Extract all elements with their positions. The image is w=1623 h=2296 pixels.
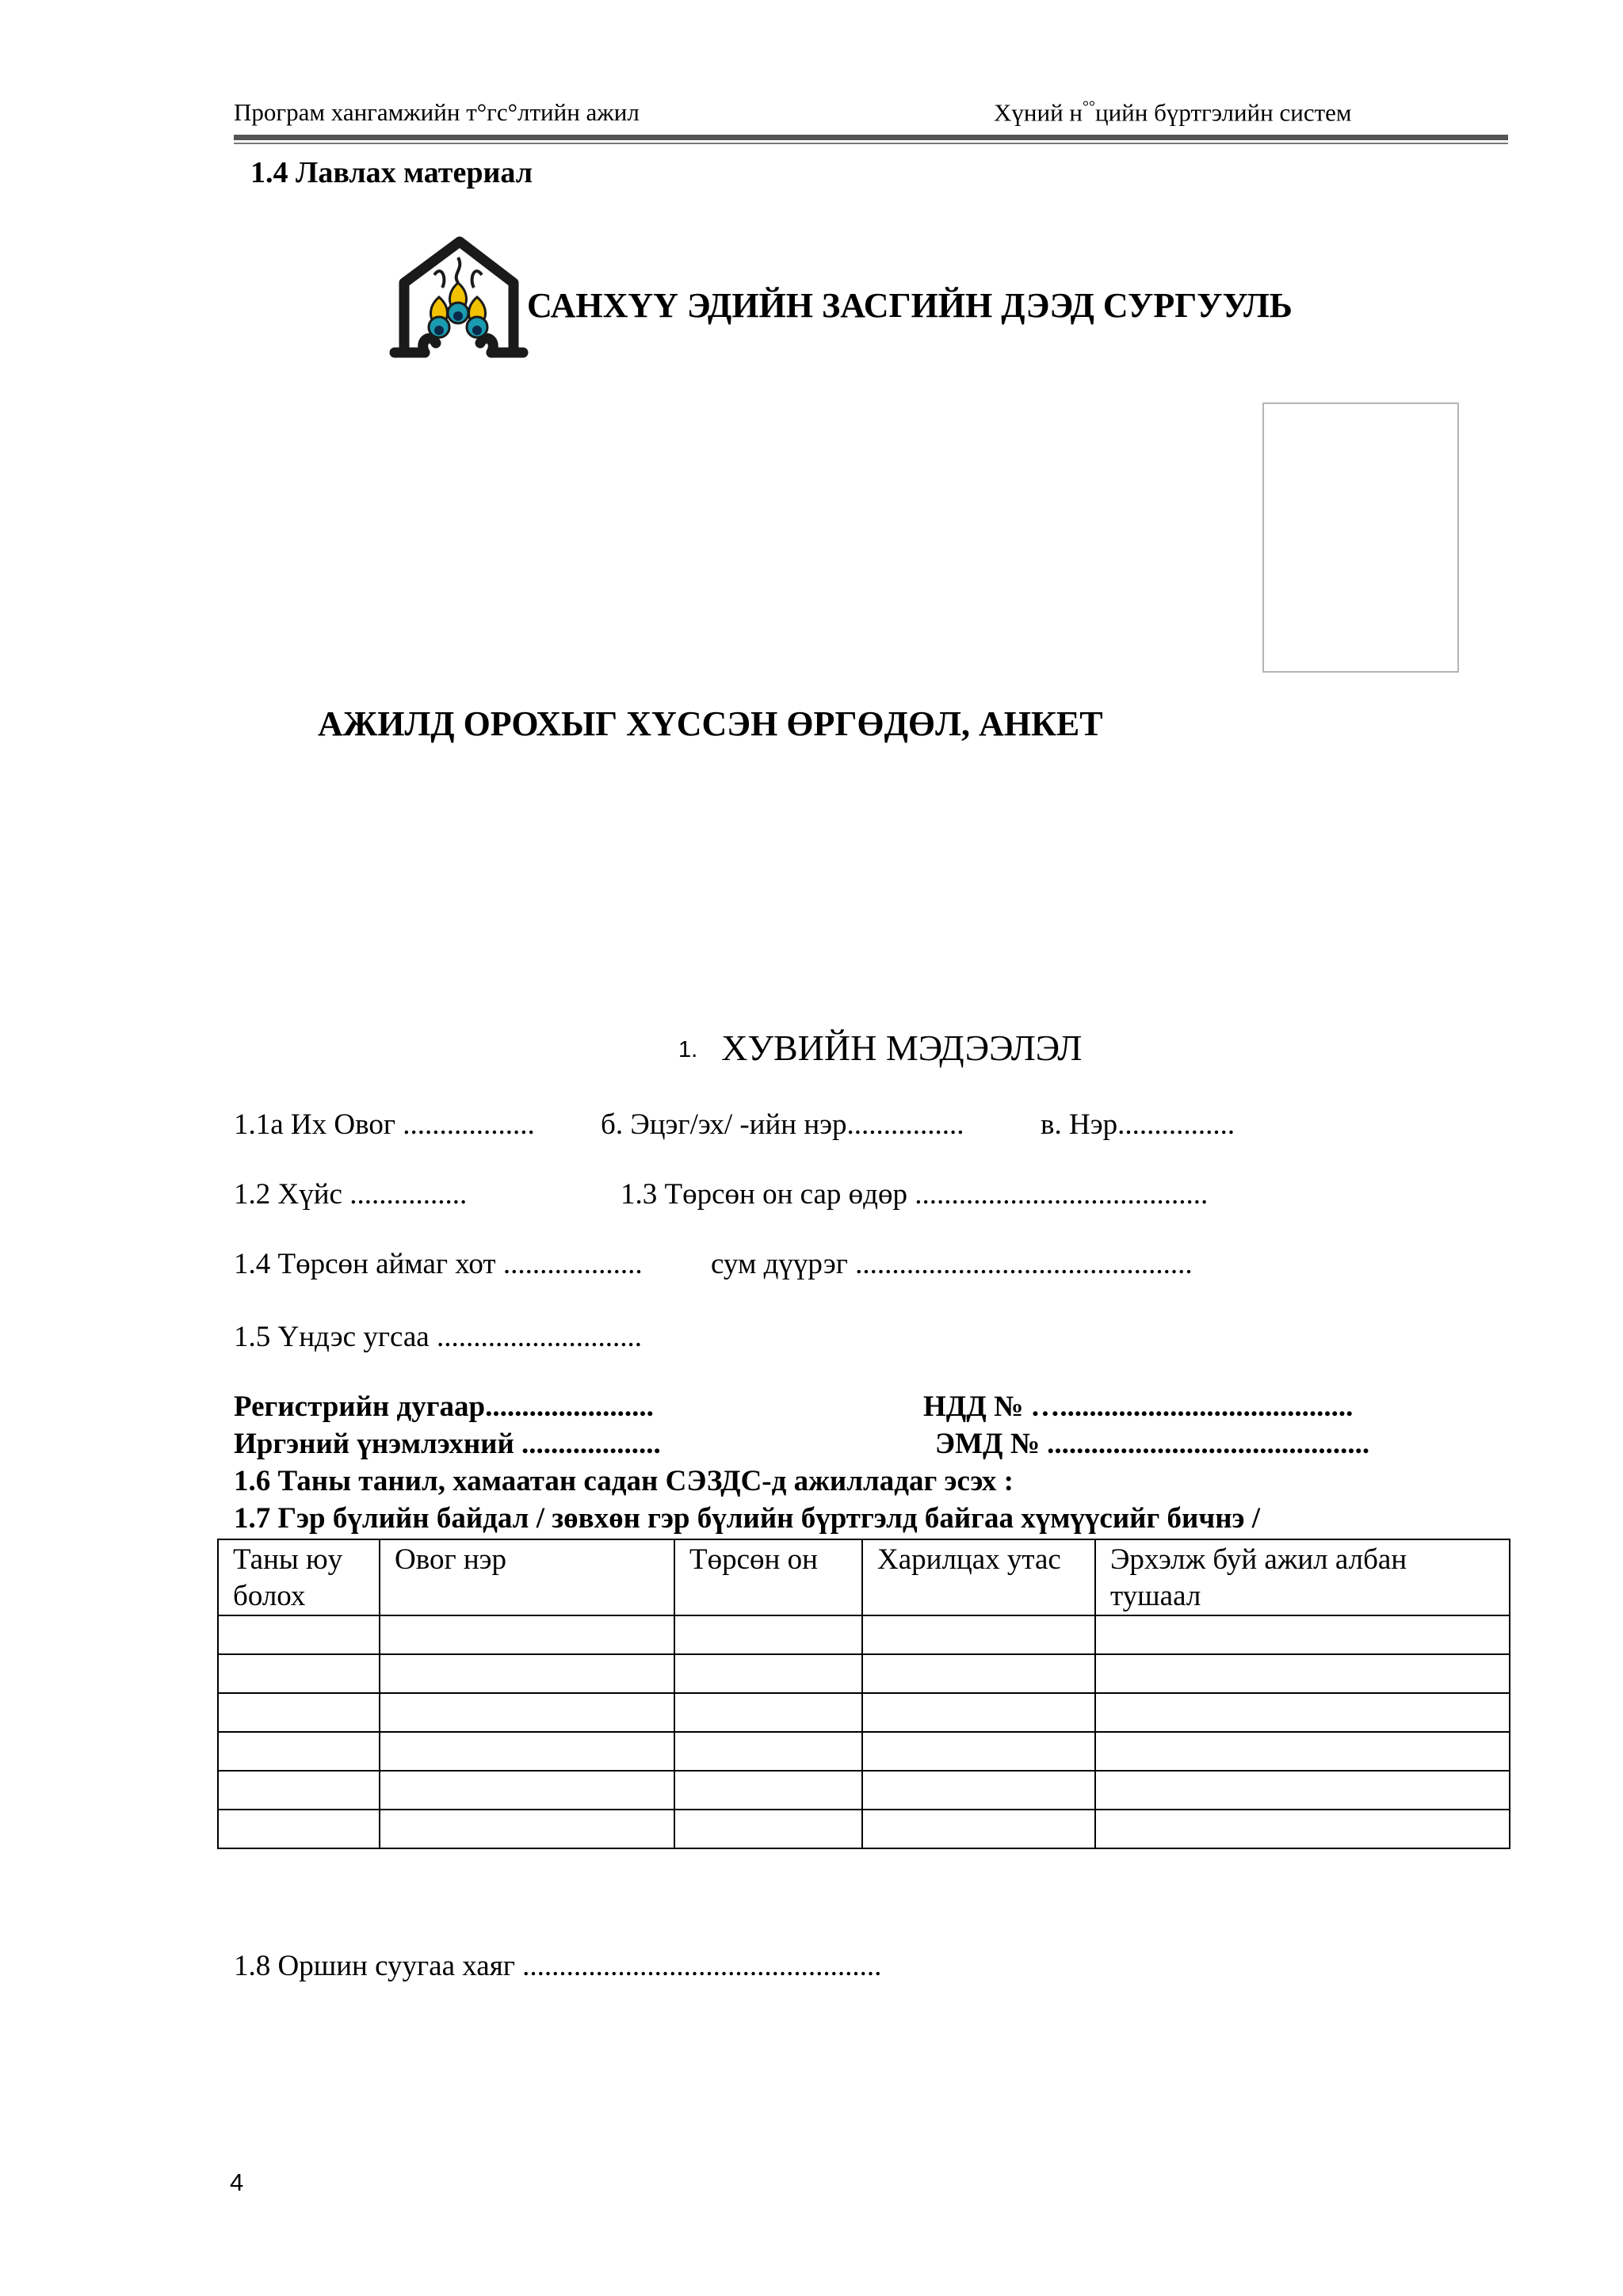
table-cell[interactable]: [380, 1693, 674, 1732]
section-1-title: ХУВИЙН МЭДЭЭЛЭЛ: [721, 1028, 1083, 1068]
field-parent-name[interactable]: б. Эцэг/эх/ -ийн нэр................: [601, 1108, 964, 1141]
table-cell[interactable]: [218, 1654, 380, 1693]
table-cell[interactable]: [862, 1615, 1095, 1654]
field-birth-district[interactable]: сум дүүрэг ..............................................: [711, 1248, 1193, 1280]
header-right-suffix: цийн бүртгэлийн систем: [1095, 98, 1352, 127]
field-address[interactable]: 1.8 Оршин суугаа хаяг .................................................: [234, 1950, 882, 1982]
university-logo-icon: [387, 234, 529, 364]
table-row: [218, 1732, 1510, 1771]
table-cell[interactable]: [674, 1810, 862, 1848]
table-cell[interactable]: [862, 1810, 1095, 1848]
table-cell[interactable]: [218, 1810, 380, 1848]
field-surname[interactable]: 1.1а Их Овог ..................: [234, 1108, 535, 1141]
table-cell[interactable]: [380, 1654, 674, 1693]
table-cell[interactable]: [862, 1771, 1095, 1810]
field-birthdate[interactable]: 1.3 Төрсөн он сар өдөр ........................................: [621, 1178, 1209, 1211]
table-row: [218, 1771, 1510, 1810]
field-register-number[interactable]: Регистрийн дугаар.......................: [234, 1390, 654, 1423]
table-row: [218, 1810, 1510, 1848]
section-1-heading: [678, 1027, 1082, 1069]
table-cell[interactable]: [674, 1654, 862, 1693]
col-header-relation: Таны юу болох: [218, 1539, 380, 1615]
col-header-name: Овог нэр: [380, 1539, 674, 1615]
section-1-number: 1.: [678, 1037, 698, 1062]
header-right-prefix: Хүний н: [994, 98, 1083, 127]
field-citizen-id[interactable]: Иргэний үнэмлэхний ...................: [234, 1428, 661, 1460]
field-gender[interactable]: 1.2 Хүйс ................: [234, 1178, 468, 1211]
form-title: АЖИЛД ОРОХЫГ ХҮССЭН ӨРГӨДӨЛ, АНКЕТ: [318, 704, 1103, 743]
table-cell[interactable]: [1095, 1615, 1510, 1654]
table-cell[interactable]: [862, 1693, 1095, 1732]
table-row: [218, 1654, 1510, 1693]
header-rule-thin: [234, 143, 1508, 144]
table-cell[interactable]: [218, 1771, 380, 1810]
table-cell[interactable]: [1095, 1771, 1510, 1810]
page-number: 4: [230, 2168, 244, 2196]
table-header-row: [218, 1539, 1510, 1615]
table-cell[interactable]: [862, 1654, 1095, 1693]
table-cell[interactable]: [1095, 1810, 1510, 1848]
question-family: 1.7 Гэр бүлийн байдал / зөвхөн гэр бүлийн бүртгэлд байгаа хүмүүсийг бичнэ /: [234, 1502, 1261, 1535]
table-cell[interactable]: [1095, 1654, 1510, 1693]
table-cell[interactable]: [862, 1732, 1095, 1771]
header-right-sup: °°: [1083, 98, 1095, 116]
field-birth-province[interactable]: 1.4 Төрсөн аймаг хот ...................: [234, 1248, 643, 1280]
table-row: [218, 1693, 1510, 1732]
table-cell[interactable]: [674, 1732, 862, 1771]
header-right-text: [994, 98, 1352, 127]
table-cell[interactable]: [380, 1615, 674, 1654]
family-table: [217, 1539, 1510, 1849]
table-cell[interactable]: [674, 1693, 862, 1732]
field-ethnicity[interactable]: 1.5 Үндэс угсаа ............................: [234, 1321, 642, 1353]
table-cell[interactable]: [380, 1771, 674, 1810]
header-rule: [234, 135, 1508, 140]
col-header-occupation: Эрхэлж буй ажил албан тушаал: [1095, 1539, 1510, 1615]
question-relatives: 1.6 Таны танил, хамаатан садан СЭЗДС-д ажилладаг эсэх :: [234, 1465, 1014, 1497]
section-heading: 1.4 Лавлах материал: [250, 156, 533, 189]
photo-placeholder: [1262, 402, 1459, 673]
col-header-phone: Харилцах утас: [862, 1539, 1095, 1615]
col-header-birth-year: Төрсөн он: [674, 1539, 862, 1615]
table-cell[interactable]: [380, 1810, 674, 1848]
table-row: [218, 1615, 1510, 1654]
table-cell[interactable]: [1095, 1732, 1510, 1771]
table-cell[interactable]: [380, 1732, 674, 1771]
table-cell[interactable]: [674, 1615, 862, 1654]
table-cell[interactable]: [218, 1732, 380, 1771]
table-cell[interactable]: [674, 1771, 862, 1810]
table-cell[interactable]: [218, 1693, 380, 1732]
field-emd-number[interactable]: ЭМД № ............................................: [935, 1428, 1370, 1460]
header-left-text: Програм хангамжийн т°гс°лтийн ажил: [234, 98, 640, 126]
table-cell[interactable]: [218, 1615, 380, 1654]
institution-name: САНХҮҮ ЭДИЙН ЗАСГИЙН ДЭЭД СУРГУУЛЬ: [527, 286, 1293, 325]
field-given-name[interactable]: в. Нэр................: [1041, 1108, 1235, 1141]
field-ndd-number[interactable]: НДД № …........................................: [923, 1390, 1354, 1423]
table-cell[interactable]: [1095, 1693, 1510, 1732]
